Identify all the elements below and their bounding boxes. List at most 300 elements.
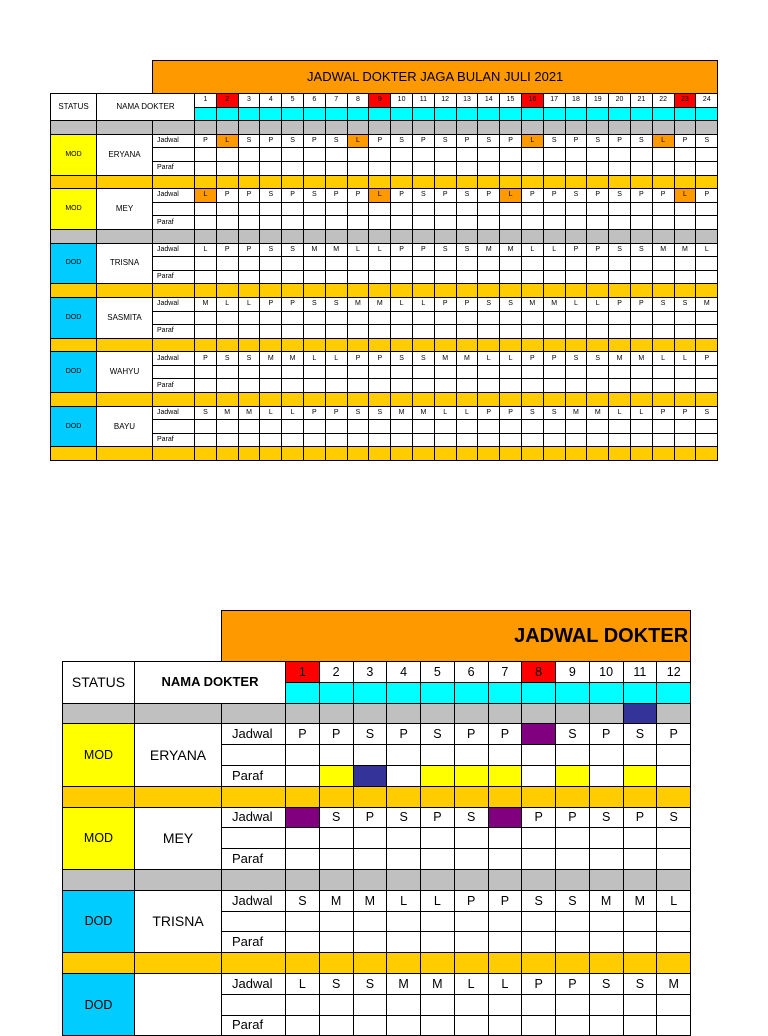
blank-cell <box>195 202 217 216</box>
blank-cell <box>222 745 286 766</box>
separator-row <box>369 393 391 407</box>
day-header: 22 <box>652 94 674 108</box>
separator-row <box>369 121 391 135</box>
day-header: 16 <box>521 94 543 108</box>
blank-cell <box>589 745 623 766</box>
shift-cell: S <box>282 134 304 148</box>
paraf-cell <box>478 270 500 284</box>
blank-cell <box>623 994 657 1015</box>
separator-row <box>51 121 97 135</box>
paraf-cell <box>488 849 522 870</box>
paraf-cell <box>696 433 718 447</box>
blank-cell <box>521 420 543 434</box>
separator-row <box>153 175 195 189</box>
shift-cell: L <box>521 134 543 148</box>
shift-cell: P <box>238 189 260 203</box>
separator-row <box>456 229 478 243</box>
blank-cell <box>387 745 421 766</box>
day-subheader <box>282 107 304 121</box>
paraf-cell <box>325 379 347 393</box>
shift-cell: P <box>391 243 413 257</box>
separator-row <box>222 786 286 807</box>
blank-cell <box>260 311 282 325</box>
blank-cell <box>51 61 153 94</box>
separator-row <box>500 447 522 461</box>
paraf-cell <box>696 161 718 175</box>
day-subheader <box>488 682 522 703</box>
day-header: 5 <box>421 662 455 683</box>
blank-cell <box>353 911 387 932</box>
paraf-cell <box>488 1015 522 1036</box>
separator-row <box>369 447 391 461</box>
paraf-cell <box>434 379 456 393</box>
paraf-cell <box>195 325 217 339</box>
separator-row <box>421 953 455 974</box>
day-subheader <box>195 107 217 121</box>
paraf-cell <box>347 433 369 447</box>
shift-cell: S <box>522 890 556 911</box>
separator-row <box>195 447 217 461</box>
separator-row <box>319 953 353 974</box>
separator-row <box>319 786 353 807</box>
day-header: 10 <box>391 94 413 108</box>
doctor-name: MEY <box>135 807 222 869</box>
blank-cell <box>319 994 353 1015</box>
paraf-cell <box>488 765 522 786</box>
blank-cell <box>347 420 369 434</box>
paraf-cell <box>589 849 623 870</box>
paraf-cell <box>652 216 674 230</box>
shift-cell: S <box>238 134 260 148</box>
blank-cell <box>391 202 413 216</box>
shift-cell: S <box>696 406 718 420</box>
separator-row <box>500 338 522 352</box>
paraf-cell <box>587 216 609 230</box>
shift-cell: S <box>556 890 590 911</box>
shift-cell: L <box>500 352 522 366</box>
blank-cell <box>674 420 696 434</box>
doctor-name: ERYANA <box>97 134 153 175</box>
paraf-cell <box>412 433 434 447</box>
shift-cell: P <box>286 724 320 745</box>
separator-row <box>587 121 609 135</box>
paraf-cell <box>454 932 488 953</box>
separator-row <box>238 229 260 243</box>
paraf-cell <box>303 161 325 175</box>
separator-row <box>522 953 556 974</box>
paraf-cell <box>500 270 522 284</box>
paraf-cell <box>587 379 609 393</box>
shift-cell: M <box>657 973 691 994</box>
separator-row <box>135 703 222 724</box>
separator-row <box>369 284 391 298</box>
shift-cell: L <box>500 189 522 203</box>
separator-row <box>63 786 135 807</box>
blank-cell <box>325 257 347 271</box>
separator-row <box>216 338 238 352</box>
separator-row <box>652 229 674 243</box>
shift-cell: S <box>589 807 623 828</box>
paraf-cell <box>391 379 413 393</box>
paraf-cell <box>456 379 478 393</box>
separator-row <box>282 447 304 461</box>
day-header: 3 <box>238 94 260 108</box>
day-header: 3 <box>353 662 387 683</box>
paraf-cell <box>696 325 718 339</box>
blank-cell <box>478 257 500 271</box>
day-header: 24 <box>696 94 718 108</box>
shift-cell: S <box>623 724 657 745</box>
blank-cell <box>347 311 369 325</box>
separator-row <box>556 869 590 890</box>
paraf-cell <box>652 270 674 284</box>
shift-cell: S <box>589 973 623 994</box>
shift-cell: P <box>609 297 631 311</box>
separator-row <box>282 229 304 243</box>
blank-cell <box>565 420 587 434</box>
day-subheader <box>347 107 369 121</box>
blank-cell <box>282 257 304 271</box>
separator-row <box>282 284 304 298</box>
blank-cell <box>412 148 434 162</box>
separator-row <box>556 703 590 724</box>
day-subheader <box>434 107 456 121</box>
separator-row <box>412 284 434 298</box>
blank-cell <box>222 828 286 849</box>
blank-cell <box>369 148 391 162</box>
shift-cell: P <box>587 189 609 203</box>
day-subheader <box>260 107 282 121</box>
shift-cell: P <box>652 406 674 420</box>
blank-cell <box>565 311 587 325</box>
paraf-cell <box>195 270 217 284</box>
day-subheader <box>478 107 500 121</box>
paraf-cell <box>565 161 587 175</box>
blank-cell <box>522 911 556 932</box>
separator-row <box>543 229 565 243</box>
paraf-cell <box>657 1015 691 1036</box>
shift-cell <box>522 724 556 745</box>
separator-row <box>454 703 488 724</box>
shift-cell: M <box>412 406 434 420</box>
separator-row <box>421 703 455 724</box>
separator-row <box>630 447 652 461</box>
paraf-label: Paraf <box>153 161 195 175</box>
separator-row <box>609 229 631 243</box>
blank-cell <box>587 257 609 271</box>
shift-cell: S <box>303 297 325 311</box>
blank-cell <box>521 311 543 325</box>
separator-row <box>51 447 97 461</box>
paraf-cell <box>657 849 691 870</box>
name-header: NAMA DOKTER <box>97 94 195 121</box>
separator-row <box>589 703 623 724</box>
blank-cell <box>303 148 325 162</box>
blank-cell <box>434 257 456 271</box>
shift-cell: M <box>238 406 260 420</box>
blank-cell <box>216 148 238 162</box>
status-badge: DOD <box>51 406 97 447</box>
paraf-cell <box>543 325 565 339</box>
day-subheader <box>353 682 387 703</box>
blank-cell <box>222 911 286 932</box>
separator-row <box>353 869 387 890</box>
shift-cell: P <box>456 297 478 311</box>
paraf-cell <box>325 433 347 447</box>
shift-cell: P <box>216 189 238 203</box>
shift-cell: P <box>522 973 556 994</box>
day-header: 18 <box>565 94 587 108</box>
separator-row <box>696 229 718 243</box>
separator-row <box>303 121 325 135</box>
separator-row <box>478 229 500 243</box>
paraf-cell <box>521 325 543 339</box>
shift-cell: M <box>623 890 657 911</box>
paraf-cell <box>216 433 238 447</box>
paraf-cell <box>609 161 631 175</box>
shift-cell: M <box>652 243 674 257</box>
shift-cell: P <box>421 807 455 828</box>
status-badge: DOD <box>51 352 97 393</box>
day-header: 7 <box>325 94 347 108</box>
shift-cell: L <box>478 352 500 366</box>
day-header: 8 <box>522 662 556 683</box>
separator-row <box>521 284 543 298</box>
jadwal-label: Jadwal <box>153 189 195 203</box>
separator-row <box>456 284 478 298</box>
separator-row <box>434 393 456 407</box>
blank-cell <box>325 148 347 162</box>
paraf-cell <box>353 932 387 953</box>
day-subheader <box>421 682 455 703</box>
separator-row <box>347 393 369 407</box>
separator-row <box>412 175 434 189</box>
paraf-cell <box>696 270 718 284</box>
separator-row <box>222 703 286 724</box>
paraf-cell <box>674 433 696 447</box>
shift-cell: P <box>456 134 478 148</box>
blank-cell <box>282 148 304 162</box>
paraf-cell <box>521 433 543 447</box>
separator-row <box>623 703 657 724</box>
separator-row <box>609 121 631 135</box>
separator-row <box>543 175 565 189</box>
day-subheader <box>286 682 320 703</box>
separator-row <box>51 175 97 189</box>
paraf-cell <box>630 216 652 230</box>
separator-row <box>543 284 565 298</box>
day-header: 10 <box>589 662 623 683</box>
separator-row <box>260 284 282 298</box>
separator-row <box>488 786 522 807</box>
blank-cell <box>286 828 320 849</box>
blank-cell <box>369 420 391 434</box>
shift-cell: P <box>434 189 456 203</box>
blank-cell <box>630 257 652 271</box>
separator-row <box>696 175 718 189</box>
shift-cell: P <box>609 134 631 148</box>
day-subheader <box>652 107 674 121</box>
shift-cell: P <box>478 406 500 420</box>
paraf-cell <box>630 270 652 284</box>
status-header: STATUS <box>51 94 97 121</box>
shift-cell: S <box>521 406 543 420</box>
doctor-name: TRISNA <box>97 243 153 284</box>
day-subheader <box>556 682 590 703</box>
paraf-cell <box>652 161 674 175</box>
shift-cell: P <box>391 189 413 203</box>
paraf-cell <box>303 433 325 447</box>
blank-cell <box>353 745 387 766</box>
blank-cell <box>657 745 691 766</box>
blank-cell <box>521 365 543 379</box>
shift-cell: P <box>500 134 522 148</box>
paraf-cell <box>565 325 587 339</box>
separator-row <box>609 338 631 352</box>
separator-row <box>153 447 195 461</box>
day-subheader <box>325 107 347 121</box>
blank-cell <box>696 148 718 162</box>
paraf-cell <box>412 161 434 175</box>
paraf-cell <box>434 325 456 339</box>
blank-cell <box>488 994 522 1015</box>
day-header: 11 <box>623 662 657 683</box>
shift-cell: P <box>623 807 657 828</box>
paraf-cell <box>282 379 304 393</box>
blank-cell <box>387 828 421 849</box>
separator-row <box>674 338 696 352</box>
shift-cell: S <box>347 406 369 420</box>
paraf-label: Paraf <box>153 270 195 284</box>
shift-cell: P <box>543 352 565 366</box>
separator-row <box>630 284 652 298</box>
shift-cell: P <box>434 297 456 311</box>
blank-cell <box>488 828 522 849</box>
separator-row <box>488 869 522 890</box>
paraf-cell <box>353 849 387 870</box>
paraf-cell <box>260 433 282 447</box>
blank-cell <box>478 365 500 379</box>
separator-row <box>488 703 522 724</box>
blank-cell <box>369 311 391 325</box>
separator-row <box>325 393 347 407</box>
blank-cell <box>454 745 488 766</box>
separator-row <box>456 447 478 461</box>
paraf-cell <box>500 161 522 175</box>
shift-cell: M <box>696 297 718 311</box>
paraf-cell <box>421 765 455 786</box>
blank-cell <box>657 828 691 849</box>
separator-row <box>391 229 413 243</box>
paraf-cell <box>609 379 631 393</box>
blank-cell <box>195 148 217 162</box>
paraf-cell <box>434 161 456 175</box>
blank-cell <box>521 148 543 162</box>
separator-row <box>652 121 674 135</box>
blank-cell <box>412 311 434 325</box>
blank-cell <box>282 311 304 325</box>
status-badge: DOD <box>63 890 135 952</box>
paraf-cell <box>623 849 657 870</box>
paraf-cell <box>260 379 282 393</box>
blank-cell <box>674 311 696 325</box>
paraf-cell <box>303 270 325 284</box>
shift-cell: P <box>674 406 696 420</box>
shift-cell: P <box>488 890 522 911</box>
separator-row <box>454 953 488 974</box>
day-subheader <box>369 107 391 121</box>
day-subheader <box>657 682 691 703</box>
paraf-cell <box>630 325 652 339</box>
paraf-cell <box>319 1015 353 1036</box>
blank-cell <box>652 148 674 162</box>
paraf-cell <box>500 216 522 230</box>
separator-row <box>391 121 413 135</box>
shift-cell: L <box>652 352 674 366</box>
shift-cell: M <box>500 243 522 257</box>
shift-cell: L <box>674 352 696 366</box>
blank-cell <box>652 257 674 271</box>
separator-row <box>260 338 282 352</box>
paraf-cell <box>609 433 631 447</box>
shift-cell: S <box>674 297 696 311</box>
blank-cell <box>623 828 657 849</box>
blank-cell <box>543 148 565 162</box>
doctor-name: TRISNA <box>135 890 222 952</box>
blank-cell <box>195 420 217 434</box>
separator-row <box>565 447 587 461</box>
shift-cell: L <box>369 189 391 203</box>
separator-row <box>387 869 421 890</box>
separator-row <box>589 786 623 807</box>
shift-cell: L <box>488 973 522 994</box>
separator-row <box>434 447 456 461</box>
paraf-cell <box>238 379 260 393</box>
paraf-cell <box>412 379 434 393</box>
separator-row <box>216 284 238 298</box>
blank-cell <box>195 257 217 271</box>
separator-row <box>51 393 97 407</box>
separator-row <box>652 284 674 298</box>
blank-cell <box>319 828 353 849</box>
day-header: 8 <box>347 94 369 108</box>
separator-row <box>456 393 478 407</box>
separator-row <box>325 447 347 461</box>
separator-row <box>303 447 325 461</box>
shift-cell: S <box>623 973 657 994</box>
day-subheader <box>412 107 434 121</box>
separator-row <box>325 229 347 243</box>
sheet-title: JADWAL DOKTER <box>222 611 691 662</box>
separator-row <box>674 284 696 298</box>
shift-cell: L <box>412 297 434 311</box>
blank-cell <box>347 365 369 379</box>
blank-cell <box>674 148 696 162</box>
separator-row <box>347 121 369 135</box>
paraf-cell <box>522 765 556 786</box>
shift-cell: S <box>412 189 434 203</box>
blank-cell <box>488 745 522 766</box>
day-header: 11 <box>412 94 434 108</box>
shift-cell: P <box>488 724 522 745</box>
paraf-cell <box>587 270 609 284</box>
separator-row <box>609 175 631 189</box>
separator-row <box>153 121 195 135</box>
blank-cell <box>286 745 320 766</box>
paraf-cell <box>587 325 609 339</box>
shift-cell: P <box>589 724 623 745</box>
shift-cell: S <box>630 134 652 148</box>
